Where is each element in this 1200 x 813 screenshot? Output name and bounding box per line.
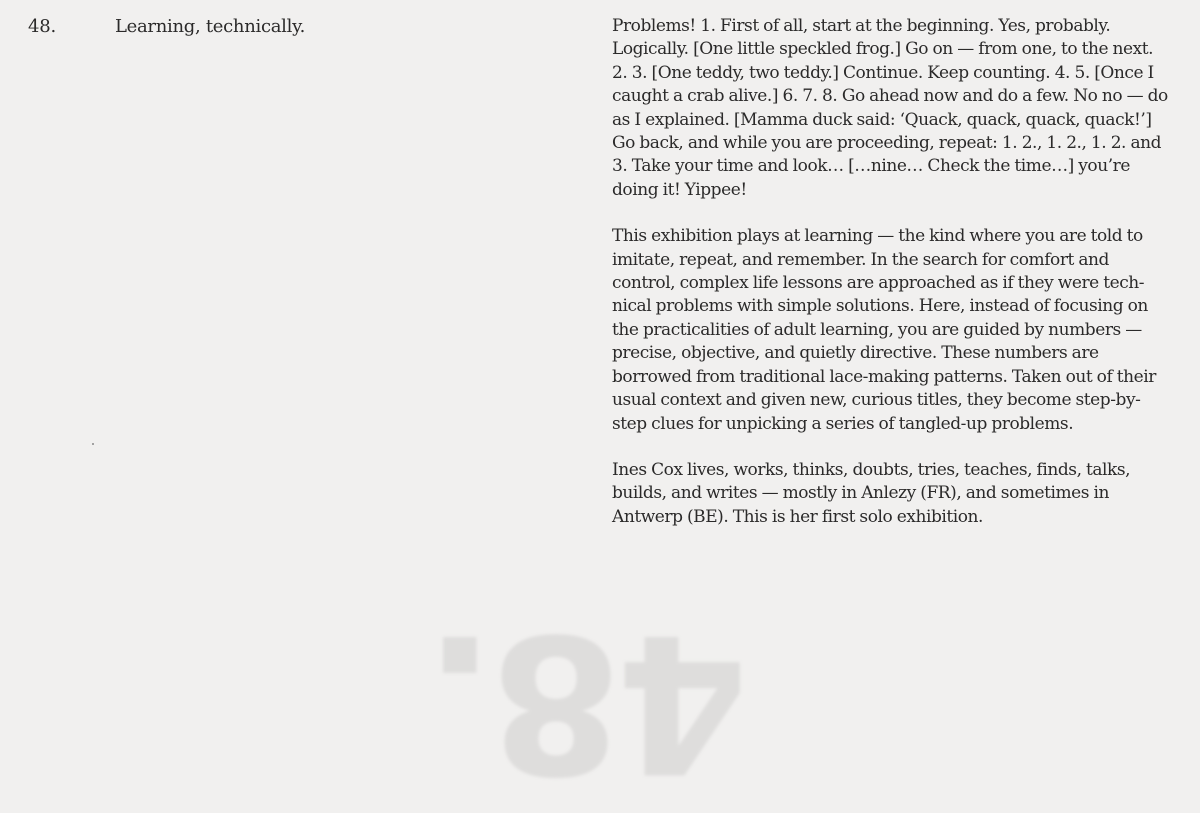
intro-paragraph: Problems! 1. First of all, start at the beginning. Yes, probably. Logically. [One little speckled frog.] Go on — from one, to the next. 2. 3. [One teddy, two teddy.] Continue. Keep counting. 4. 5. [Once I caught a crab alive.] 6. 7. 8. Go ahead now and do a few. No no — do as I explained. [Mamma duck said: ‘Quack, quack, quack, quack!’] Go back, and while you are proceeding, repeat: 1. 2., 1. 2., 1. 2. and 3. Take your time and look… […nine… Check the time…] you’re doing it! Yippee!: [612, 16, 1168, 200]
paper-speck: [92, 443, 94, 445]
artist-bio-paragraph: Ines Cox lives, works, thinks, doubts, tries, teaches, finds, talks, builds, and writes — mostly in Anlezy (FR), and sometimes in Antwerp (BE). This is her first solo exhibition.: [612, 459, 1131, 527]
page-number: 48.: [28, 16, 57, 37]
body-text: [612, 15, 1168, 552]
show-through-page-number: 48.: [429, 592, 749, 813]
exhibition-paragraph: This exhibition plays at learning — the kind where you are told to imitate, repeat, and remember. In the search for comfort and control, complex life lessons are approached as if they were technical problems with simple solutions. Here, instead of focusing on the practicalities of adult learning, you are guided by numbers — precise, objective, and quietly directive. These numbers are borrowed from traditional lace-making patterns. Taken out of their usual context and given new, curious titles, they become step-by-step clues for unpicking a series of tangled-up problems.: [612, 226, 1156, 434]
page-heading: Learning, technically.: [115, 16, 305, 37]
